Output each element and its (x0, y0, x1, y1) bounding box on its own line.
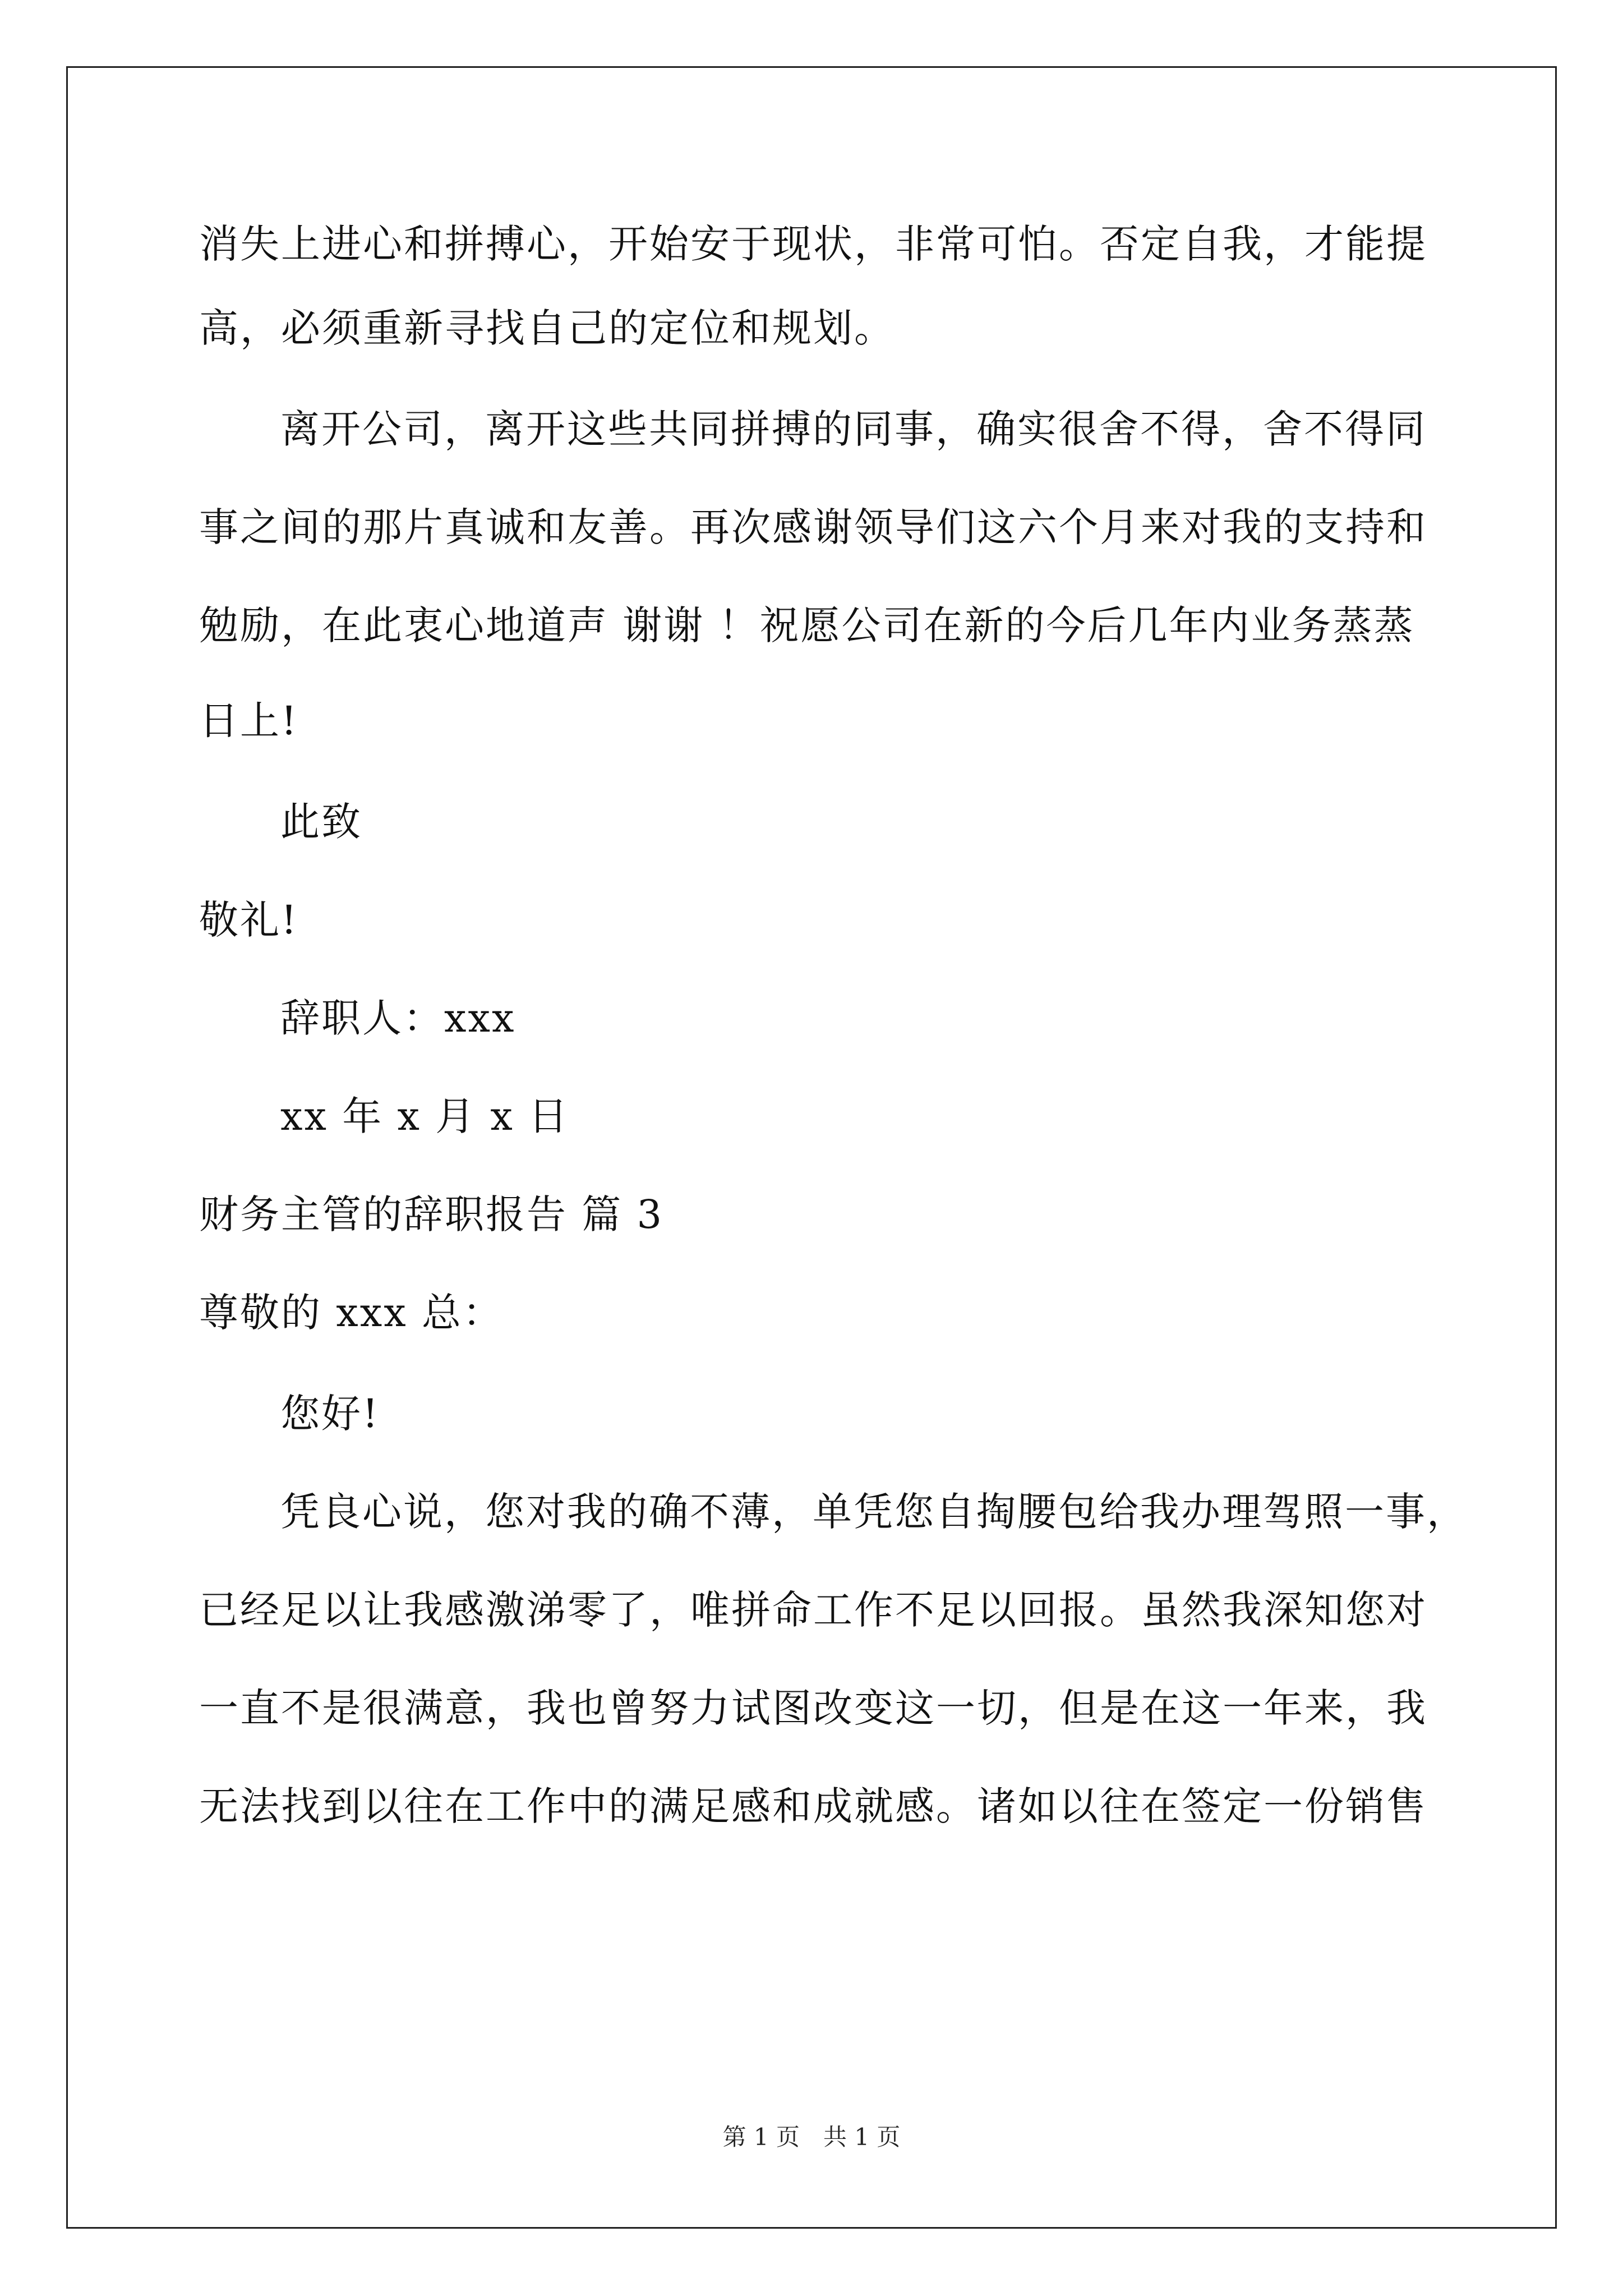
paragraph-line: 无法找到以往在工作中的满足感和成就感。诸如以往在签定一份销售 (199, 1783, 1427, 1829)
addressee-line: 尊敬的 xxx 总： (199, 1290, 504, 1336)
paragraph-line: 离开公司，离开这些共同拼搏的同事，确实很舍不得，舍不得同 (280, 406, 1427, 452)
signature-line: 辞职人：xxx (280, 995, 516, 1041)
paragraph-line: 已经足以让我感激涕零了，唯拼命工作不足以回报。虽然我深知您对 (199, 1587, 1427, 1633)
closing-salutation: 敬礼! (199, 897, 299, 943)
greeting-line: 您好! (280, 1391, 380, 1437)
paragraph-line: 一直不是很满意，我也曾努力试图改变这一切，但是在这一年来，我 (199, 1685, 1427, 1731)
paragraph-line: 凭良心说，您对我的确不薄，单凭您自掏腰包给我办理驾照一事， (280, 1489, 1468, 1535)
section-heading: 财务主管的辞职报告 篇 3 (199, 1191, 664, 1237)
paragraph-line: 勉励，在此衷心地道声 谢谢 ！祝愿公司在新的今后几年内业务蒸蒸 (199, 602, 1415, 648)
paragraph-line: 事之间的那片真诚和友善。再次感谢领导们这六个月来对我的支持和 (199, 504, 1427, 550)
paragraph-line: 高，必须重新寻找自己的定位和规划。 (199, 305, 895, 351)
paragraph-line: 日上! (199, 698, 299, 744)
page-border (66, 66, 1557, 2229)
date-line: xx 年 x 月 x 日 (280, 1093, 570, 1139)
closing-salutation: 此致 (280, 799, 362, 845)
paragraph-line: 消失上进心和拼搏心，开始安于现状，非常可怕。否定自我，才能提 (199, 221, 1427, 267)
page-number-footer: 第 1 页 共 1 页 (722, 2123, 901, 2151)
